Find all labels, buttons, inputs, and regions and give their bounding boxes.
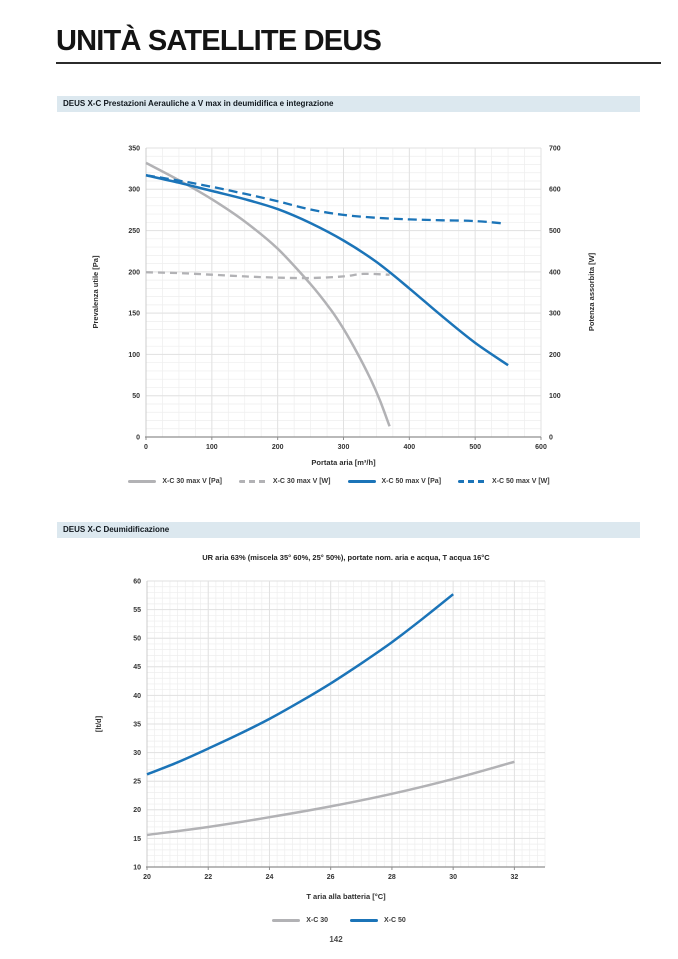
svg-text:100: 100 (205, 444, 218, 451)
svg-text:500: 500 (469, 444, 482, 451)
svg-text:200: 200 (271, 444, 284, 451)
legend-item (458, 478, 550, 485)
legend-label: X-C 30 max V [Pa] (162, 478, 222, 485)
svg-text:250: 250 (128, 227, 140, 235)
chart2-title: UR aria 63% (miscela 35° 60%, 25° 50%), portate nom. aria e acqua, T acqua 16°C (202, 553, 490, 562)
legend-label: X-C 30 max V [W] (272, 478, 331, 485)
chart2-x-axis-label: T aria alla batteria [°C] (306, 892, 386, 901)
svg-text:50: 50 (132, 393, 140, 401)
svg-text:25: 25 (133, 778, 141, 786)
svg-text:700: 700 (549, 145, 561, 153)
svg-text:35: 35 (133, 721, 141, 729)
svg-text:200: 200 (128, 269, 140, 277)
svg-text:300: 300 (128, 186, 140, 194)
chart1-x-axis-label: Portata aria [m³/h] (311, 458, 376, 467)
solid-line-swatch (348, 480, 376, 483)
section-header-aeraulic: DEUS X-C Prestazioni Aerauliche a V max in deumidifica e integrazione (57, 96, 640, 112)
svg-text:26: 26 (326, 874, 335, 881)
legend-item (348, 478, 442, 485)
svg-text:30: 30 (449, 874, 458, 881)
series-line-x-c-50-max-v-w- (146, 175, 505, 223)
svg-text:600: 600 (549, 186, 561, 194)
legend-label: X-C 30 (306, 917, 328, 924)
svg-text:10: 10 (133, 864, 141, 872)
svg-text:22: 22 (204, 874, 213, 881)
svg-text:55: 55 (133, 607, 141, 614)
svg-text:100: 100 (128, 351, 140, 359)
svg-text:28: 28 (388, 874, 396, 881)
svg-text:20: 20 (133, 807, 141, 815)
legend-item (239, 478, 331, 485)
page-title: UNITÀ SATELLITE DEUS (56, 25, 382, 57)
svg-text:300: 300 (549, 310, 561, 318)
svg-text:400: 400 (403, 444, 416, 451)
svg-text:500: 500 (549, 227, 561, 235)
svg-text:600: 600 (535, 444, 547, 451)
legend-label: X-C 50 (384, 917, 406, 924)
svg-text:0: 0 (549, 434, 553, 442)
solid-line-swatch (272, 919, 300, 922)
svg-text:40: 40 (133, 692, 141, 700)
title-rule (56, 62, 661, 64)
page-number: 142 (329, 935, 343, 944)
legend-item (128, 478, 222, 485)
svg-text:24: 24 (265, 874, 274, 881)
svg-text:60: 60 (133, 578, 141, 586)
svg-text:300: 300 (337, 444, 350, 451)
svg-text:32: 32 (510, 874, 519, 881)
section-header-dehumidification: DEUS X-C Deumidificazione (57, 522, 640, 538)
series-line-x-c-30-max-v-pa- (146, 163, 390, 426)
svg-text:15: 15 (133, 835, 141, 843)
legend-item (272, 917, 328, 924)
svg-text:400: 400 (549, 269, 561, 277)
chart2-y-axis-label: [lt/d] (94, 715, 103, 733)
dashed-line-swatch (239, 480, 267, 483)
svg-text:0: 0 (144, 444, 148, 451)
svg-text:30: 30 (133, 750, 141, 757)
solid-line-swatch (350, 919, 378, 922)
svg-text:100: 100 (549, 393, 561, 401)
svg-text:350: 350 (128, 145, 140, 153)
legend-label: X-C 50 max V [W] (492, 478, 550, 485)
svg-text:50: 50 (133, 635, 141, 643)
svg-text:0: 0 (136, 434, 140, 442)
svg-text:200: 200 (549, 351, 561, 359)
legend-label: X-C 50 max V [Pa] (381, 478, 442, 485)
svg-text:20: 20 (143, 874, 151, 881)
dashed-line-swatch (458, 480, 486, 483)
legend-item (350, 917, 406, 924)
chart1-y-axis-label-right: Potenza assorbita [W] (587, 252, 596, 332)
svg-text:45: 45 (133, 664, 141, 672)
series-line-x-c-30-max-v-w- (146, 272, 390, 278)
chart1-y-axis-label-left: Prevalenza utile [Pa] (91, 255, 100, 329)
chart1-legend (0, 478, 678, 485)
chart2-legend (0, 917, 678, 924)
svg-text:150: 150 (128, 310, 140, 318)
solid-line-swatch (128, 480, 156, 483)
